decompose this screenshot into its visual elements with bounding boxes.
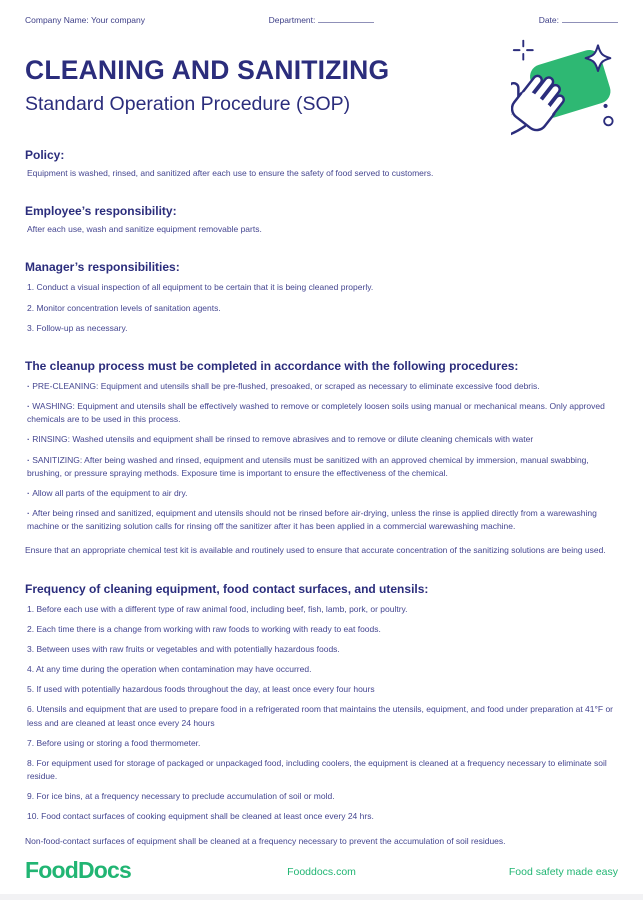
list-item: 1. Before each use with a different type of raw animal food, including beef, fish, lamb, pork, or poultry. (27, 603, 408, 614)
list-item: · SANITIZING: After being washed and rinsed, equipment and utensils must be sanitized with an approved chemical by immersion, manual swabbing, brushing, or pressure spraying methods. Exposure time is important to ensure the effectiveness of the chemical. (25, 454, 618, 480)
list-item: 2. Each time there is a change from working with raw foods to working with ready to eat foods. (27, 623, 381, 634)
employee-responsibility-text: After each use, wash and sanitize equipment removable parts. (27, 224, 262, 235)
list-item: 3. Follow-up as necessary. (27, 322, 128, 333)
department-label: Department: (268, 15, 316, 25)
list-item: 4. At any time during the operation when contamination may have occurred. (27, 664, 312, 675)
page-bottom-edge (0, 894, 643, 900)
cleanup-process-heading: The cleanup process must be completed in accordance with the following procedures: (25, 358, 519, 373)
list-item: 1. Conduct a visual inspection of all equipment to be certain that it is being cleaned properly. (27, 282, 374, 293)
department-field (223, 14, 421, 25)
list-item: 10. Food contact surfaces of cooking equipment shall be cleaned at least once every 24 hrs. (27, 811, 374, 822)
list-item: 9. For ice bins, at a frequency necessary to preclude accumulation of soil or mold. (27, 791, 335, 802)
date-field (420, 14, 618, 25)
list-item: 2. Monitor concentration levels of sanitation agents. (27, 302, 221, 313)
date-label: Date: (538, 15, 560, 25)
footer-tagline: Food safety made easy (508, 865, 619, 878)
list-item: 3. Between uses with raw fruits or vegetables and with potentially hazardous foods. (27, 643, 340, 654)
list-item: · RINSING: Washed utensils and equipment shall be rinsed to remove abrasives and to remove or dilute cleaning chemicals with water (25, 433, 618, 446)
circle-sparkle-icon (604, 117, 613, 126)
list-item: 8. For equipment used for storage of packaged or unpackaged food, including coolers, the equipment is cleaned at a frequency necessary to eliminate soil residue. (27, 757, 607, 782)
frequency-heading: Frequency of cleaning equipment, food contact surfaces, and utensils: (25, 581, 429, 596)
footer (0, 857, 643, 884)
footer-website: Fooddocs.com (287, 865, 356, 878)
manager-responsibilities-list (25, 281, 618, 335)
dot-sparkle-icon (603, 104, 607, 108)
department-blank-line (318, 14, 374, 23)
non-food-contact-note: Non-food-contact surfaces of equipment shall be cleaned at a frequency necessary to prevent the accumulation of soil residues. (25, 835, 506, 846)
page-subtitle: Standard Operation Procedure (SOP) (25, 93, 351, 115)
list-item: · PRE-CLEANING: Equipment and utensils shall be pre-flushed, presoaked, or scraped as necessary to eliminate excessive food debris. (25, 380, 618, 393)
list-item: · After being rinsed and sanitized, equipment and utensils should not be rinsed before air-drying, unless the rinse is applied directly from a warewashing machine or the sanitizing solution calls for rinsing off the sanitizer after it has been applied in a commercial warewashing machine. (25, 507, 618, 533)
manager-responsibilities-heading: Manager’s responsibilities: (25, 260, 180, 275)
employee-responsibility-heading: Employee’s responsibility: (25, 204, 177, 219)
cleaning-hand-icon (511, 36, 615, 138)
date-blank-line (562, 14, 618, 23)
plus-sparkle-icon (514, 41, 533, 60)
policy-heading: Policy: (25, 148, 65, 162)
list-item: · Allow all parts of the equipment to air dry. (25, 487, 618, 500)
policy-text: Equipment is washed, rinsed, and sanitized after each use to ensure the safety of food served to customers. (27, 168, 434, 178)
fooddocs-logo-text: FoodDocs (25, 857, 132, 883)
frequency-list (25, 603, 618, 824)
document-header-row (25, 0, 618, 25)
chemical-test-kit-note: Ensure that an appropriate chemical test kit is available and routinely used to ensure that accurate concentration of the sanitizing solutions are being used. (25, 545, 606, 556)
page-title: CLEANING AND SANITIZING (25, 55, 390, 85)
list-item: 5. If used with potentially hazardous foods throughout the day, at least once every four hours (27, 684, 375, 695)
list-item: 7. Before using or storing a food thermometer. (27, 737, 201, 748)
list-item: · WASHING: Equipment and utensils shall be effectively washed to remove or completely loosen soils using manual or mechanical means. Only approved chemicals are to be used in this process. (25, 400, 618, 426)
list-item: 6. Utensils and equipment that are used to prepare food in a refrigerated room that maintains the utensils, equipment, and food under preparation at 41°F or less and are cleaned at least once every 24 hours (27, 704, 614, 728)
company-name-label: Company Name: Your company (25, 15, 146, 25)
cleanup-procedures-list (25, 380, 618, 534)
fooddocs-logo (25, 857, 223, 884)
